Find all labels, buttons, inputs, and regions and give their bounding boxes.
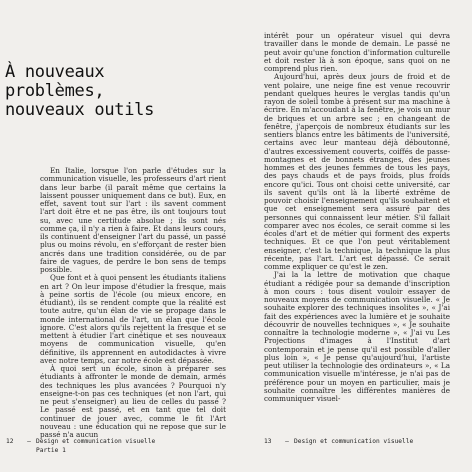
- heading-line: nouveaux outils: [5, 100, 155, 121]
- page-number: 13: [264, 438, 272, 445]
- book-title: Design et communication visuelle: [36, 438, 156, 445]
- paragraph: J'ai la la lettre de motivation que chaque étudiant a rédigée pour sa demande d'inscription à mon cours : tous disent vouloir essayer de nouveaux moyens de communication visuelle. « Je souhaite explorer des techniques insolites », « J'ai fait des expériences avec la lumière et je souhaite découvrir de nouvelles techniques », « Je souhaite connaître la technologie moderne », « J'ai vu Les Projections d'images à l'Institut d'art contemporain et je pense qu'il est possible d'aller plus loin », « Je pense qu'aujourd'hui, l'artiste peut utiliser la technologie des ordinateurs », « La communication visuelle m'intéresse, je n'ai pas de préférence pour un moyen en particulier, mais je souhaite connaître les différentes manières de communiquer visuel-: [264, 270, 450, 403]
- footer-separator: —: [285, 438, 289, 445]
- paragraph: intérêt pour un opérateur visuel qui devra travailler dans le monde de demain. Le passé ne peut avoir qu'une fonction d'information culturelle et doit rester là à son époque, sans quoi on ne comprend plus rien.: [264, 31, 450, 73]
- page-number: 12: [6, 438, 14, 445]
- right-body-text: [264, 31, 450, 403]
- paragraph: En Italie, lorsque l'on parle d'études sur la communication visuelle, les professeurs d'art rient dans leur barbe (il paraît même que certains la laissent pousser uniquement dans ce but). Eux, en effet, savent tout sur l'art : ils savent comment l'art doit être et ne pas être, ils ont toujours tout su, avec une certitude absolue ; ils sont nés comme ça, il n'y a rien à faire. Et dans leurs cours, ils continuent d'enseigner l'art du passé, un passé plus ou moins révolu, en s'efforçant de rester bien ancrés dans une tradition considérée, ou de par faire de vagues, de perdre le bon sens de temps possible.: [40, 166, 226, 274]
- footer-separator: —: [27, 438, 31, 445]
- heading-line: À nouveaux: [5, 62, 105, 83]
- paragraph: À quoi sert un école, sinon à préparer ses étudiants à affronter le monde de demain, armés des techniques les plus avancées ? Pourquoi n'y enseigne-t-on pas ces techniques (et non l'art, qui ne peut s'enseigner) au lieu de celles du passé ? Le passé est passé, et en tant que tel doit continuer de jouer avec, comme le fit l'Art nouveau : une éducation qui ne repose que sur le passé n'a aucun: [40, 364, 226, 439]
- part-label: Partie 1: [36, 447, 66, 454]
- left-body-text: [40, 166, 226, 439]
- left-running-footer: [6, 437, 155, 455]
- right-page: [236, 0, 472, 472]
- paragraph: Aujourd'hui, après deux jours de froid et de vent polaire, une neige fine est venue recouvrir pendant quelques heures le verglas tandis qu'un rayon de soleil tombe à présent sur ma machine à écrire. En m'accoudant à la fenêtre, je vois un mur de briques et un arbre sec ; en changeant de fenêtre, j'aperçois de nombreux étudiants sur les sentiers blancs entre les bâtiments de l'université, certains avec leur manteau déjà déboutonné, d'autres excessivement couverts, coiffés de passe-montagnes et de bonnets étranges, des jeunes hommes et des jeunes femmes de tous les pays, des pays chauds et de pays froids, plus froids encore qu'ici. Tous ont choisi cette université, car ils savent qu'ils ont là la liberté extrême de pouvoir choisir l'enseignement qu'ils souhaitent et que cet enseignement sera assuré par des personnes qui connaissent leur métier. S'il fallait comparer avec nos écoles, ce serait comme si les écoles d'art et de métier qui forment des experts techniques. Et ce que l'on peut véritablement enseigner, c'est la technique, la technique la plus récente, pas l'art. L'art est dépassé. Ce serait comme expliquer ce qu'est le zen.: [264, 72, 450, 271]
- heading-line: problèmes,: [5, 81, 105, 102]
- right-running-footer: [264, 437, 413, 446]
- chapter-heading: [5, 63, 225, 120]
- paragraph: Que font et à quoi pensent les étudiants italiens en art ? On leur impose d'étudier la fresque, mais à peine sortis de l'école (ou mieux encore, en étudiant), ils se rendent compte que la réalité est toute autre, qu'un élan de vie se propage dans le monde international de l'art, un élan que l'école ignore. C'est alors qu'ils rejettent la fresque et se mettent à étudier l'art cinétique et ses nouveaux moyens de communication visuelle, qu'en définitive, ils apprennent en autodidactes à vivre avec notre temps, car notre école est dépassée.: [40, 273, 226, 365]
- book-title: Design et communication visuelle: [294, 438, 414, 445]
